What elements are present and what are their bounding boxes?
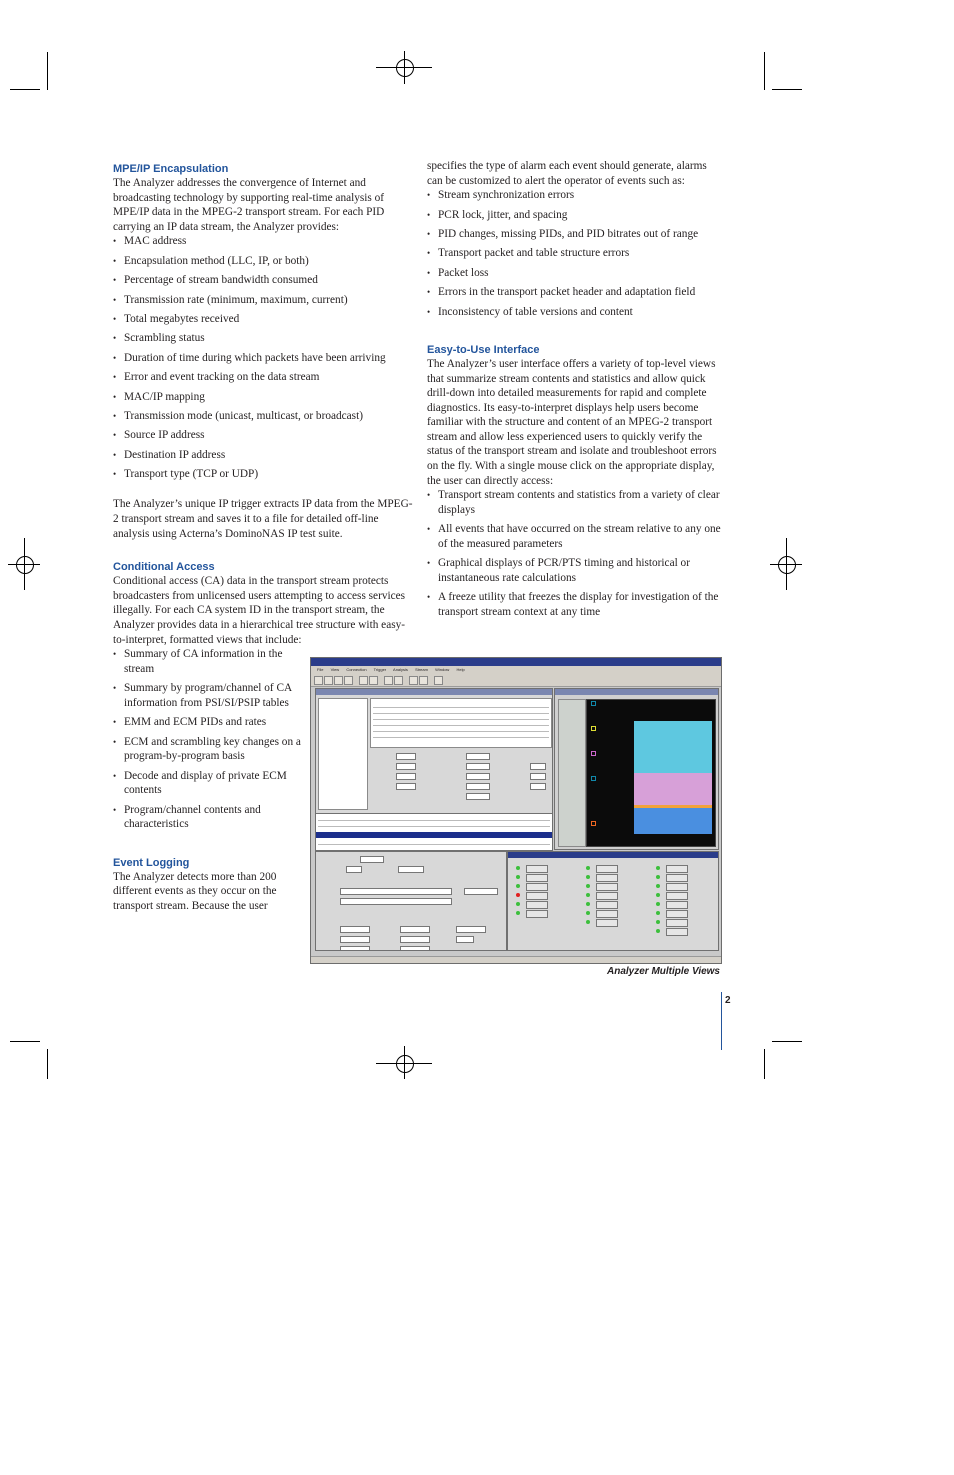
- list-item: • EMM and ECM PIDs and rates: [113, 715, 301, 730]
- menu-item: Trigger: [373, 667, 387, 672]
- channel-indicator: [591, 821, 596, 826]
- screenshot-titlebar: [311, 658, 721, 666]
- list-item: • Graphical displays of PCR/PTS timing and historical or instantaneous rate calculations: [427, 556, 723, 585]
- ca-list: [113, 647, 301, 832]
- crop-mark-bottom-right-horizontal: [772, 1041, 802, 1042]
- list-item: • Scrambling status: [113, 331, 413, 346]
- mpe-intro: The Analyzer addresses the convergence of Internet and broadcasting technology by supporting real-time analysis of MPE/IP data in the MPEG-2 transport stream. For each PID carrying an IP data stream, the Analyzer provides:: [113, 177, 385, 233]
- rate-chart-window: [554, 688, 719, 850]
- crop-mark-top-right-horizontal: [772, 89, 802, 90]
- mpe-list: [113, 234, 413, 481]
- pid-table: [370, 698, 552, 748]
- ui-intro: The Analyzer’s user interface offers a variety of top-level views that summarize stream contents and statistics and allow quick drill-down into detailed measurements for rapid and complete diagnostics. Its easy-to-interpret displays help users become familiar with the structure and content of an MPEG-2 transport stream and allow less experienced users to quickly verify the status of the transport stream and isolate and troubleshoot errors on the fly. With a single mouse click on the appropriate display, the user can directly access:: [427, 357, 717, 487]
- list-item: • Transmission mode (unicast, multicast, or broadcast): [113, 409, 413, 424]
- menu-item: File: [317, 667, 324, 672]
- list-item: • Summary by program/channel of CA information from PSI/SI/PSIP tables: [113, 681, 301, 710]
- crop-mark-top-left-horizontal: [10, 89, 40, 90]
- right-column: [427, 159, 723, 624]
- list-item: • MAC address: [113, 234, 413, 249]
- list-item: • Percentage of stream bandwidth consumed: [113, 273, 413, 288]
- list-item: • Error and event tracking on the data stream: [113, 370, 413, 385]
- page-number-rule: [721, 992, 722, 1050]
- crop-mark-bottom-left-horizontal: [10, 1041, 40, 1042]
- list-item: • MAC/IP mapping: [113, 390, 413, 405]
- screenshot-toolbar: [311, 674, 721, 687]
- rate-chart: [586, 699, 714, 845]
- stream-contents-window: [315, 688, 553, 814]
- alarm-window: [507, 851, 719, 951]
- channel-indicator: [591, 701, 596, 706]
- crop-mark-top-right-vertical: [764, 52, 765, 90]
- events-list-window: [315, 813, 553, 851]
- chart-band-pink: [634, 773, 712, 807]
- analyzer-screenshot: [310, 657, 722, 964]
- list-item: • Source IP address: [113, 428, 413, 443]
- list-item: • Program/channel contents and characteristics: [113, 803, 301, 832]
- figure-caption: Analyzer Multiple Views: [607, 966, 720, 977]
- screenshot-menubar: [311, 666, 721, 674]
- list-item: • Inconsistency of table versions and content: [427, 305, 723, 320]
- page-number: 2: [725, 995, 731, 1006]
- menu-item: View: [330, 667, 340, 672]
- mpe-trigger-paragraph: The Analyzer’s unique IP trigger extracts IP data from the MPEG-2 transport stream and saves it to a file for detailed off-line analysis using Acterna’s DominoNAS IP test suite.: [113, 498, 413, 540]
- chart-band-orange: [634, 805, 712, 808]
- menu-item: Analysis: [393, 667, 408, 672]
- menu-item: Help: [456, 667, 465, 672]
- list-item: • Packet loss: [427, 266, 723, 281]
- list-item: • Stream synchronization errors: [427, 188, 723, 203]
- menu-item: Connection: [346, 667, 367, 672]
- event-paragraph: The Analyzer detects more than 200 different events as they occur on the transport stream. Because the user: [113, 870, 277, 912]
- list-item: • Decode and display of private ECM contents: [113, 769, 301, 798]
- list-item: • PCR lock, jitter, and spacing: [427, 208, 723, 223]
- list-item: • A freeze utility that freezes the display for investigation of the transport stream context at any time: [427, 590, 723, 619]
- menu-item: Window: [435, 667, 450, 672]
- channel-indicator: [591, 776, 596, 781]
- selected-row: [316, 832, 552, 838]
- crop-mark-bottom-left-vertical: [47, 1049, 48, 1079]
- list-item: • Duration of time during which packets have been arriving: [113, 351, 413, 366]
- crop-mark-bottom-right-vertical: [764, 1049, 765, 1079]
- mpe-heading: MPE/IP Encapsulation: [113, 163, 229, 175]
- list-item: • Transport type (TCP or UDP): [113, 467, 413, 482]
- channel-indicator: [591, 726, 596, 731]
- list-item: • Errors in the transport packet header and adaptation field: [427, 285, 723, 300]
- list-item: • Encapsulation method (LLC, IP, or both): [113, 254, 413, 269]
- crop-mark-top-left-vertical: [47, 52, 48, 90]
- list-item: • Summary of CA information in the stream: [113, 647, 301, 676]
- program-detail-window: [315, 851, 507, 951]
- screenshot-statusbar: [311, 956, 721, 963]
- alarm-list: [427, 188, 723, 319]
- alarm-intro: specifies the type of alarm each event should generate, alarms can be customized to alert the operator of events such as:: [427, 160, 707, 187]
- list-item: • Transport stream contents and statistics from a variety of clear displays: [427, 488, 723, 517]
- channel-indicator: [591, 751, 596, 756]
- ui-heading: Easy-to-Use Interface: [427, 343, 540, 356]
- list-item: • Transport packet and table structure errors: [427, 246, 723, 261]
- tree-view: [318, 698, 368, 810]
- ca-intro: Conditional access (CA) data in the transport stream protects broadcasters from unlicensed users attempting to access services illegally. For each CA system ID in the transport stream, the Analyzer provides data in a hierarchical tree structure with easy-to-interpret, formatted views that include:: [113, 575, 406, 646]
- list-item: • Total megabytes received: [113, 312, 413, 327]
- list-item: • ECM and scrambling key changes on a program-by-program basis: [113, 735, 301, 764]
- ui-list: [427, 488, 723, 619]
- list-item: • All events that have occurred on the stream relative to any one of the measured parameters: [427, 522, 723, 551]
- list-item: • Transmission rate (minimum, maximum, current): [113, 293, 413, 308]
- menu-item: Stream: [415, 667, 428, 672]
- chart-band-cyan: [634, 721, 712, 773]
- ca-heading: Conditional Access: [113, 561, 215, 574]
- list-item: • Destination IP address: [113, 448, 413, 463]
- list-item: • PID changes, missing PIDs, and PID bitrates out of range: [427, 227, 723, 242]
- event-heading: Event Logging: [113, 856, 190, 869]
- chart-band-blue: [634, 808, 712, 834]
